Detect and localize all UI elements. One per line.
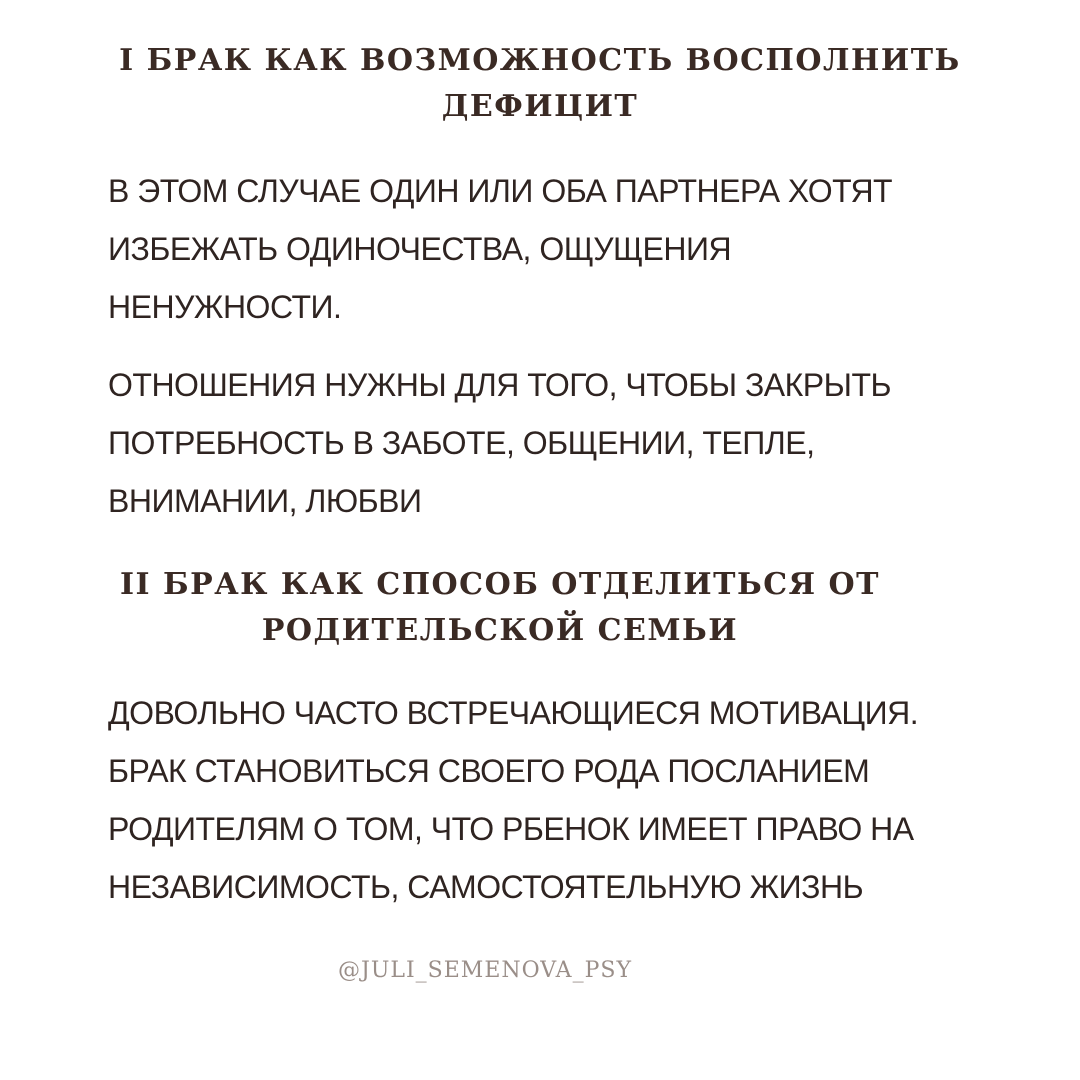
section-2-paragraph [108,684,1008,916]
paragraph-line: БРАК СТАНОВИТЬСЯ СВОЕГО РОДА ПОСЛАНИЕМ [108,753,870,789]
paragraph-line: ПОТРЕБНОСТЬ В ЗАБОТЕ, ОБЩЕНИИ, ТЕПЛЕ, [108,425,815,461]
section-2-heading-line: РОДИТЕЛЬСКОЙ СЕМЬИ [261,613,739,648]
section-1-heading-line: I БРАК КАК ВОЗМОЖНОСТЬ ВОСПОЛНИТЬ [119,43,961,78]
section-1-paragraph-2 [108,356,1008,530]
paragraph-line: ИЗБЕЖАТЬ ОДИНОЧЕСТВА, ОЩУЩЕНИЯ [108,231,732,267]
paragraph-line: В ЭТОМ СЛУЧАЕ ОДИН ИЛИ ОБА ПАРТНЕРА ХОТЯТ [108,173,893,209]
paragraph-line: ДОВОЛЬНО ЧАСТО ВСТРЕЧАЮЩИЕСЯ МОТИВАЦИЯ. [108,695,919,731]
paragraph-line: ВНИМАНИИ, ЛЮБВИ [108,483,422,519]
section-2-heading-line: II БРАК КАК СПОСОБ ОТДЕЛИТЬСЯ ОТ [120,567,880,602]
section-1-paragraph-1 [108,162,1008,336]
paragraph-line: НЕЗАВИСИМОСТЬ, САМОСТОЯТЕЛЬНУЮ ЖИЗНЬ [108,869,864,905]
paragraph-line: НЕНУЖНОСТИ. [108,289,342,325]
author-handle: @JULI_SEMENOVA_PSY [338,958,632,983]
section-1-heading [100,38,980,130]
paragraph-line: РОДИТЕЛЯМ О ТОМ, ЧТО РБЕНОК ИМЕЕТ ПРАВО НА [108,811,914,847]
section-2-heading [80,562,920,654]
section-1-heading-line: ДЕФИЦИТ [441,89,639,124]
paragraph-line: ОТНОШЕНИЯ НУЖНЫ ДЛЯ ТОГО, ЧТОБЫ ЗАКРЫТЬ [108,367,891,403]
